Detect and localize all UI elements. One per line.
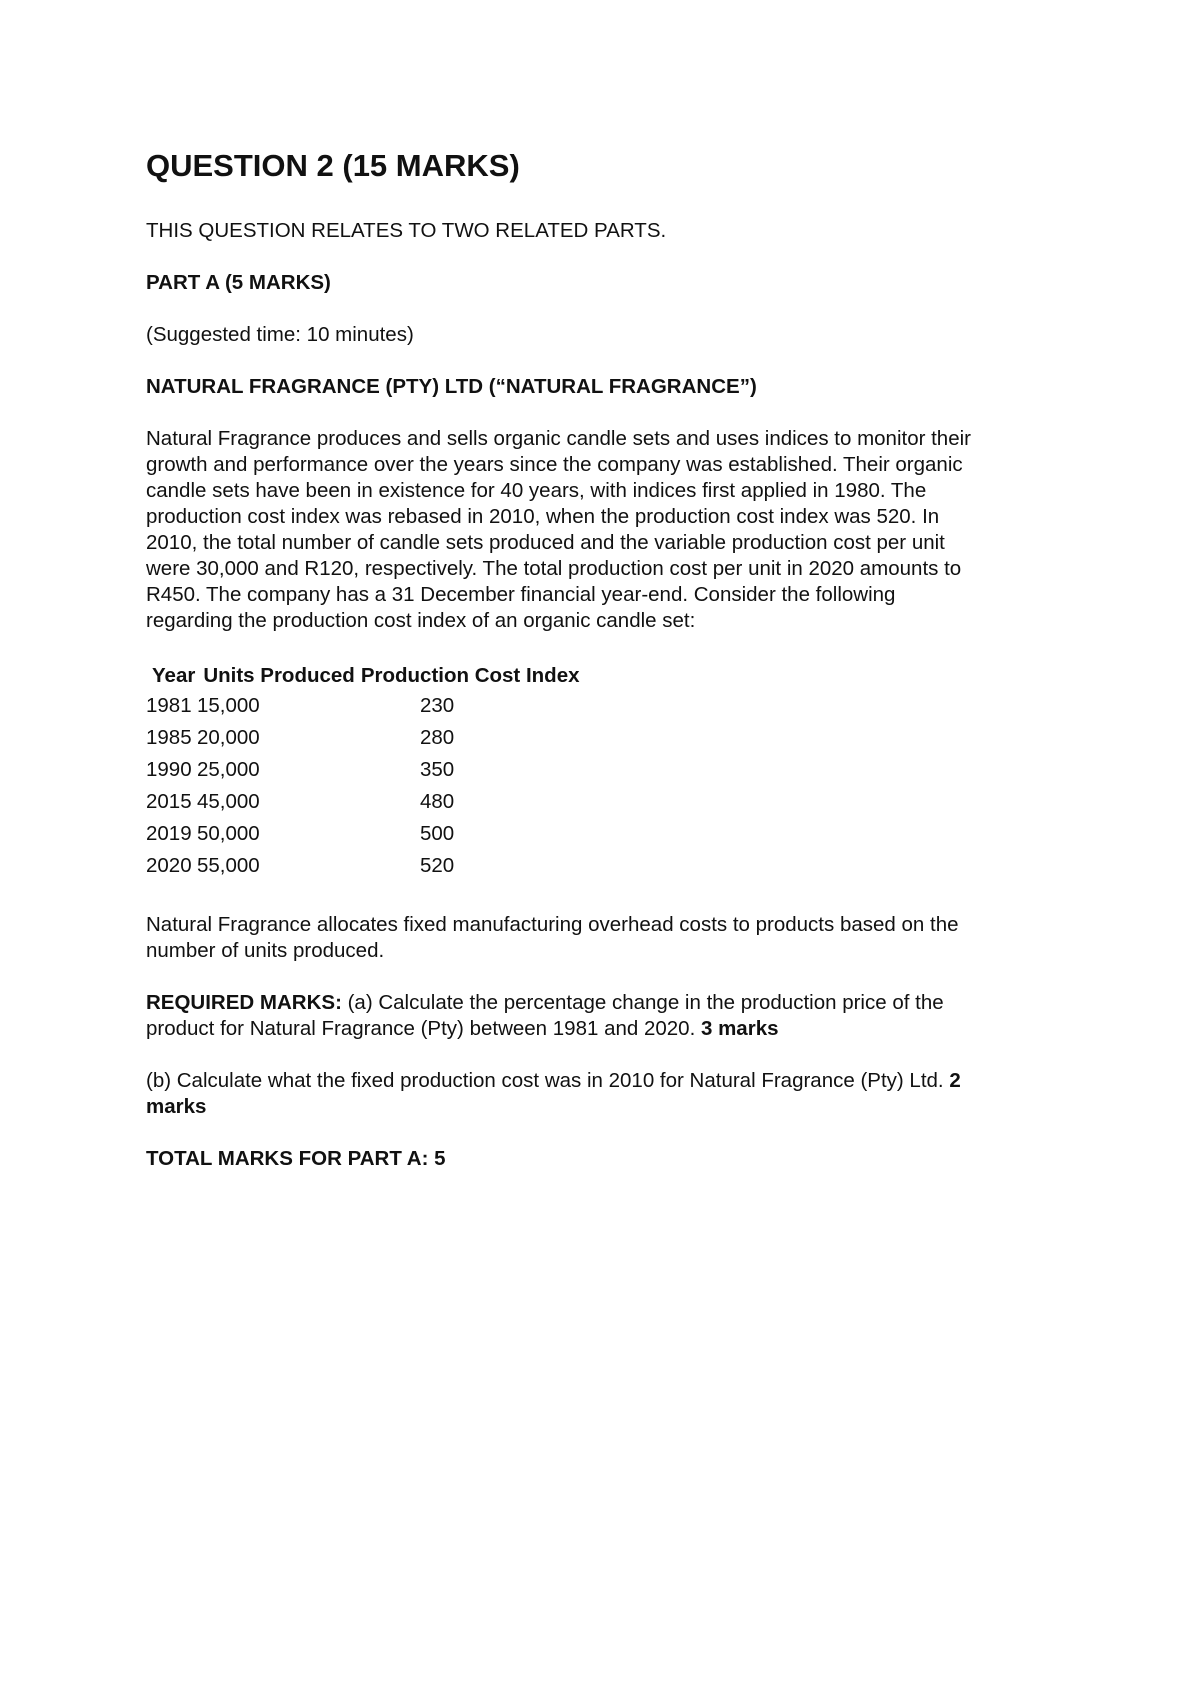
company-heading: NATURAL FRAGRANCE (PTY) LTD (“NATURAL FRAGRANCE”) [146, 375, 757, 398]
cell-year: 2019 [146, 822, 192, 845]
cell-year: 1985 [146, 726, 192, 749]
required-a-marks: 3 marks [700, 1017, 779, 1040]
scenario-line: were 30,000 and R120, respectively. The total production cost per unit in 2020 amounts to [146, 557, 962, 580]
required-a-line-1 [146, 990, 1046, 1016]
required-a [146, 990, 1046, 1042]
table-header [146, 662, 1046, 690]
cell-index: 480 [420, 790, 455, 813]
cell-year: 2020 [146, 854, 192, 877]
header-year: Year [152, 664, 196, 687]
scenario-line: Natural Fragrance produces and sells organic candle sets and uses indices to monitor their [146, 427, 971, 450]
required-b-line-1 [146, 1068, 1046, 1094]
cell-units: 20,000 [197, 726, 260, 749]
scenario-line: production cost index was rebased in 2010, when the production cost index was 520. In [146, 505, 940, 528]
suggested-time: (Suggested time: 10 minutes) [146, 323, 414, 346]
cell-index: 280 [420, 726, 455, 749]
scenario-line: regarding the production cost index of an organic candle set: [146, 609, 696, 632]
document-page [146, 148, 1046, 1172]
cell-index: 230 [420, 694, 455, 717]
table-row [146, 754, 1046, 786]
required-a-text-1: (a) Calculate the percentage change in the production price of the [341, 991, 944, 1014]
table-row [146, 818, 1046, 850]
table-row [146, 850, 1046, 882]
cell-units: 15,000 [197, 694, 260, 717]
cell-year: 1990 [146, 758, 192, 781]
required-b [146, 1068, 1046, 1120]
part-a-title: PART A (5 MARKS) [146, 271, 331, 294]
required-label: REQUIRED MARKS: [146, 991, 342, 1014]
intro-text: THIS QUESTION RELATES TO TWO RELATED PARTS. [146, 219, 667, 242]
cell-units: 45,000 [197, 790, 260, 813]
allocation-line: Natural Fragrance allocates fixed manufacturing overhead costs to products based on the [146, 913, 959, 936]
cell-units: 55,000 [197, 854, 260, 877]
cell-year: 1981 [146, 694, 192, 717]
scenario-line: R450. The company has a 31 December financial year-end. Consider the following [146, 583, 896, 606]
scenario-paragraph [146, 426, 1046, 634]
cell-index: 500 [420, 822, 455, 845]
cell-year: 2015 [146, 790, 192, 813]
header-units-produced: Units Produced [203, 664, 355, 687]
required-b-text: (b) Calculate what the fixed production cost was in 2010 for Natural Fragrance (Pty) Ltd. [146, 1069, 944, 1092]
required-a-line-2 [146, 1016, 1046, 1042]
question-title: QUESTION 2 (15 MARKS) [146, 148, 520, 183]
allocation-line: number of units produced. [146, 939, 385, 962]
scenario-line: growth and performance over the years since the company was established. Their organic [146, 453, 963, 476]
table-row [146, 722, 1046, 754]
total-marks: TOTAL MARKS FOR PART A: 5 [146, 1147, 446, 1170]
scenario-line: candle sets have been in existence for 40 years, with indices first applied in 1980. The [146, 479, 927, 502]
production-cost-table [146, 662, 1046, 882]
required-a-text-2: product for Natural Fragrance (Pty) between 1981 and 2020. [146, 1017, 696, 1040]
table-row [146, 786, 1046, 818]
table-row [146, 690, 1046, 722]
required-b-marks-word: marks [146, 1095, 207, 1118]
header-production-cost-index: Production Cost Index [360, 664, 580, 687]
cell-units: 50,000 [197, 822, 260, 845]
required-b-marks-number: 2 [949, 1069, 961, 1092]
cell-index: 350 [420, 758, 455, 781]
cell-units: 25,000 [197, 758, 260, 781]
allocation-paragraph [146, 912, 1046, 964]
scenario-line: 2010, the total number of candle sets produced and the variable production cost per unit [146, 531, 945, 554]
cell-index: 520 [420, 854, 455, 877]
